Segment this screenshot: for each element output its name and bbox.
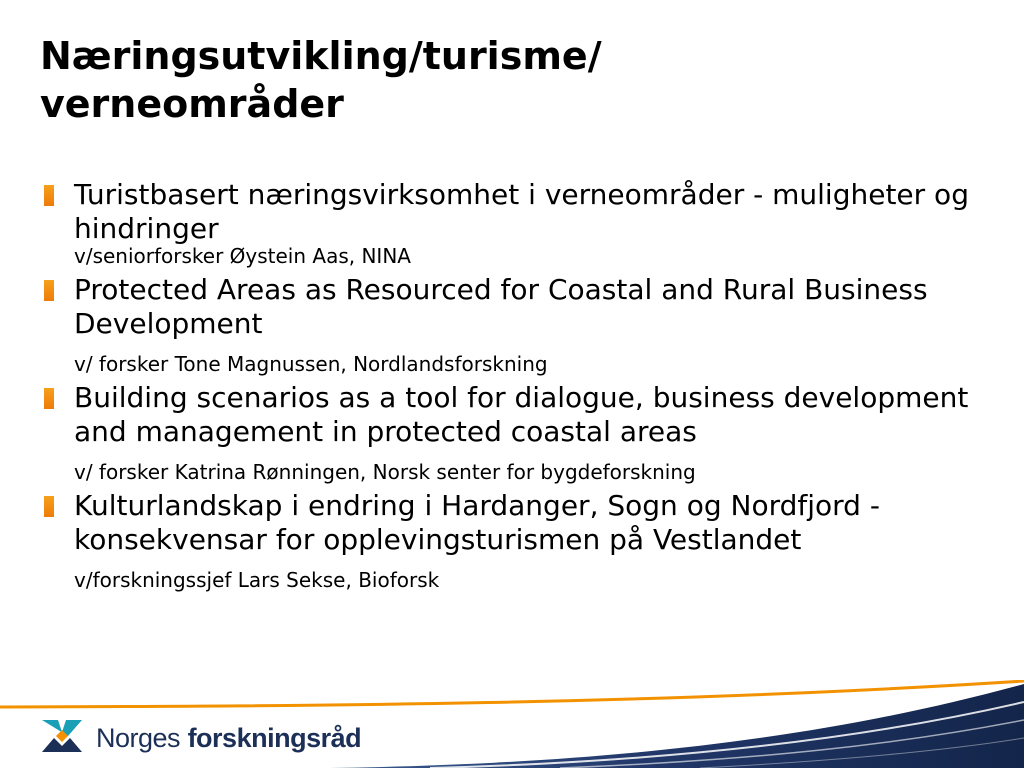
bullet-main-text: Kulturlandskap i endring i Hardanger, Sogn og Nordfjord - konsekvensar for opplevingsturismen på Vestlandet [74, 489, 880, 556]
bullet-presenter: v/forskningssjef Lars Sekse, Bioforsk [74, 568, 440, 592]
bullet-presenter: v/ forsker Tone Magnussen, Nordlandsforskning [74, 352, 548, 376]
bullet-marker-icon [44, 280, 54, 301]
bullet-list [44, 178, 994, 592]
bullet-main-text: Turistbasert næringsvirksomhet i verneområder - muligheter og hindringer [74, 178, 969, 245]
bullet-marker-icon [44, 185, 54, 206]
logo-wordmark [96, 722, 361, 754]
bullet-main-text: Building scenarios as a tool for dialogue, business development and management in protected coastal areas [74, 381, 969, 448]
slide-title [40, 32, 1000, 128]
bullet-item [44, 273, 994, 376]
bullet-item [44, 489, 994, 592]
bullet-item [44, 178, 994, 268]
logo-word-forskningsrad: forskningsråd [187, 723, 362, 753]
bullet-marker-icon [44, 496, 54, 517]
bullet-presenter: v/ forsker Katrina Rønningen, Norsk senter for bygdeforskning [74, 460, 696, 484]
norges-forskningsrad-mark-icon [40, 718, 84, 754]
bullet-main-text: Protected Areas as Resourced for Coastal and Rural Business Development [74, 273, 928, 340]
logo-word-norges: Norges [96, 723, 181, 753]
bullet-item [44, 381, 994, 484]
bullet-presenter: v/seniorforsker Øystein Aas, NINA [74, 244, 411, 268]
slide-title-line-2: verneområder [40, 82, 344, 126]
slide-title-line-1: Næringsutvikling/turisme/ [40, 34, 602, 78]
bullet-marker-icon [44, 388, 54, 409]
